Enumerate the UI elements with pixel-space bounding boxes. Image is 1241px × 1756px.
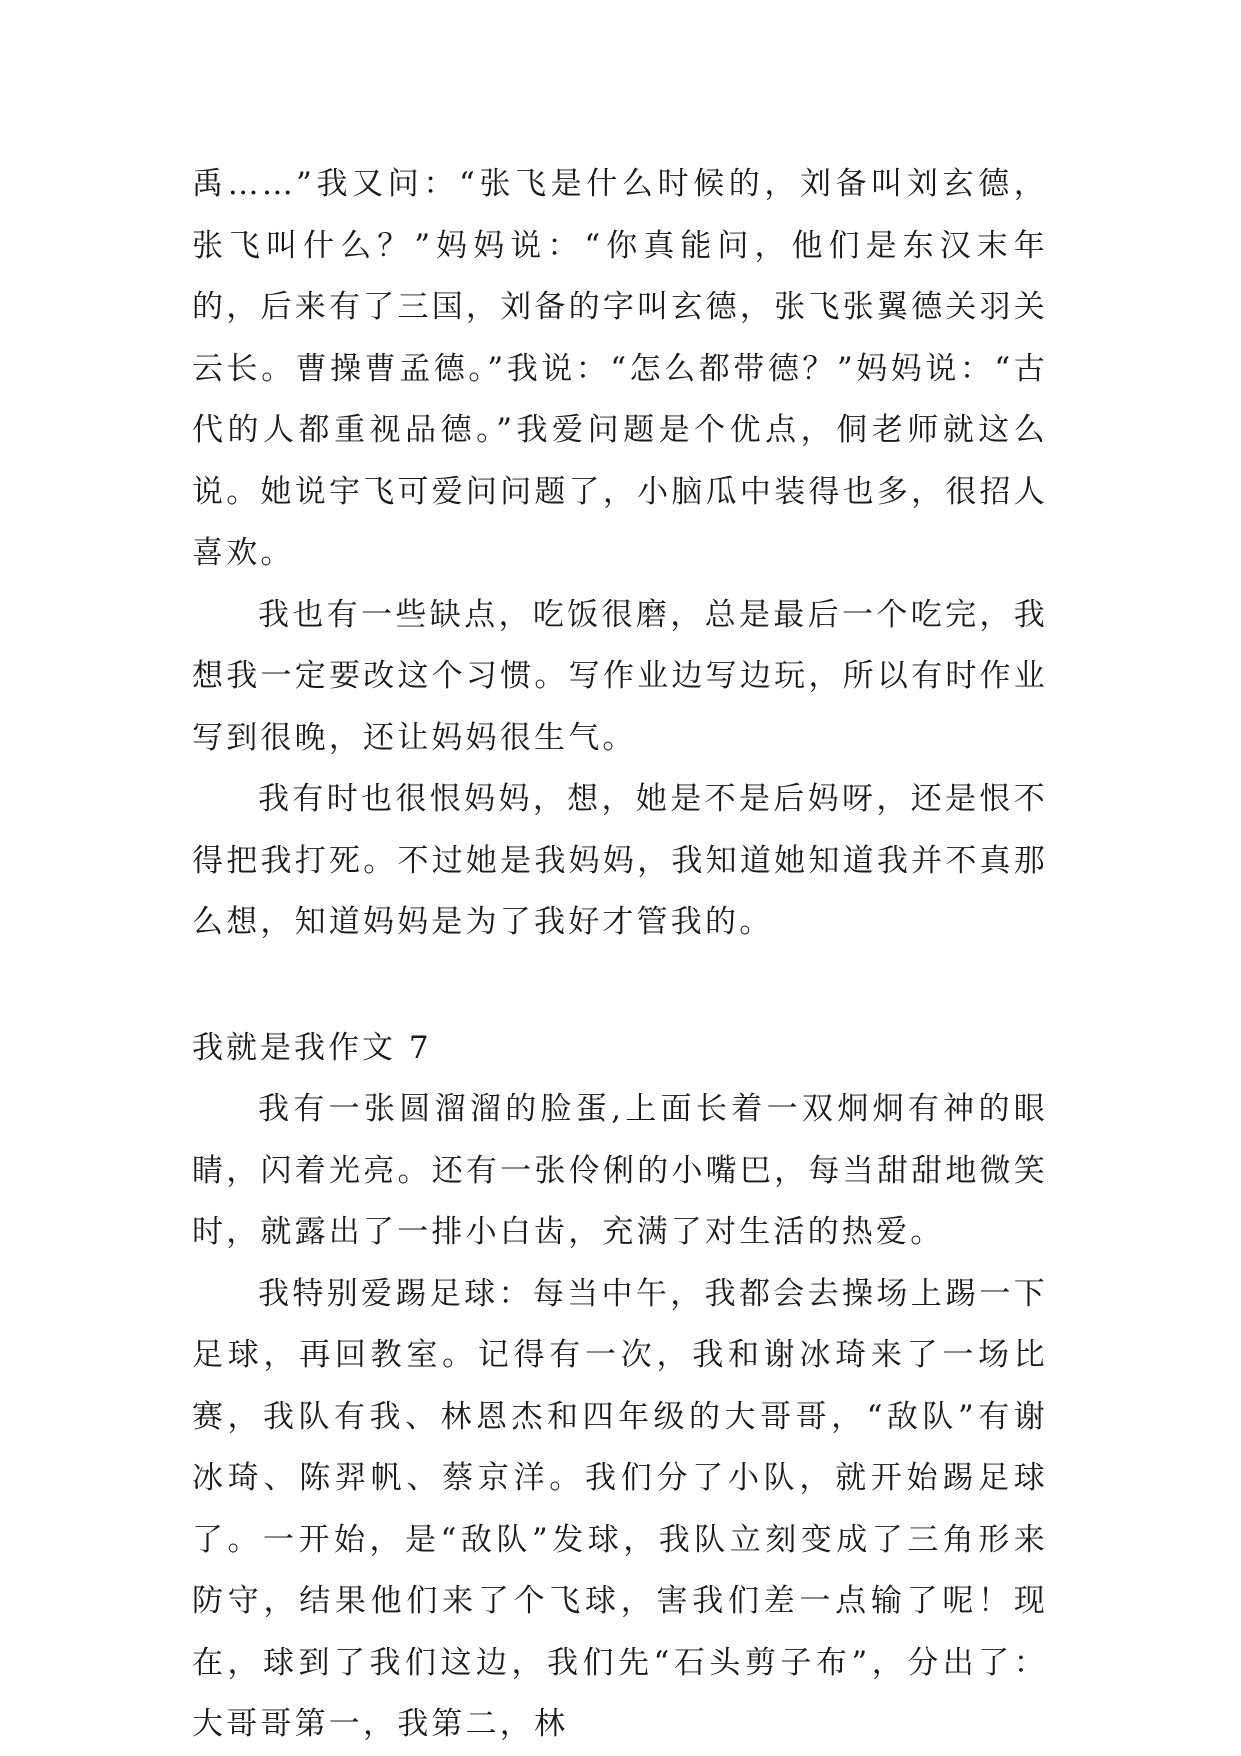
paragraph-football: 我特别爱踢足球：每当中午，我都会去操场上踢一下足球，再回教室。记得有一次，我和谢冰琦来了一场比赛，我队有我、林恩杰和四年级的大哥哥，“敌队”有谢冰琦、陈羿帆、蔡京洋。我们分了小队，就开始踢足球了。一开始，是“敌队”发球，我队立刻变成了三角形来防守，结果他们来了个飞球，害我们差一点输了呢！现在，球到了我们这边，我们先“石头剪子布”，分出了：大哥哥第一，我第二，林 [192, 1275, 1048, 1742]
paragraph-appearance: 我有一张圆溜溜的脸蛋,上面长着一双炯炯有神的眼睛，闪着光亮。还有一张伶俐的小嘴巴，每当甜甜地微笑时，就露出了一排小白齿，充满了对生活的热爱。 [192, 1091, 1048, 1250]
section-title: 我就是我作文 7 [192, 1029, 432, 1066]
paragraph-shortcomings: 我也有一些缺点，吃饭很磨，总是最后一个吃完，我想我一定要改这个习惯。写作业边写边玩，所以有时作业写到很晚，还让妈妈很生气。 [192, 596, 1048, 756]
paragraph-feelings: 我有时也很恨妈妈，想，她是不是后妈呀，还是恨不得把我打死。不过她是我妈妈，我知道她知道我并不真那么想，知道妈妈是为了我好才管我的。 [192, 781, 1048, 940]
paragraph-continuation: 禹……”我又问：“张飞是什么时候的，刘备叫刘玄德，张飞叫什么？”妈妈说：“你真能问，他们是东汉末年的，后来有了三国，刘备的字叫玄德，张飞张翼德关羽关云长。曹操曹孟德。”我说：“怎么都带德？”妈妈说：“古代的人都重视品德。”我爱问题是个优点，侗老师就这么说。她说宇飞可爱问问题了，小脑瓜中装得也多，很招人喜欢。 [192, 166, 1048, 571]
document-page [192, 154, 1048, 1756]
